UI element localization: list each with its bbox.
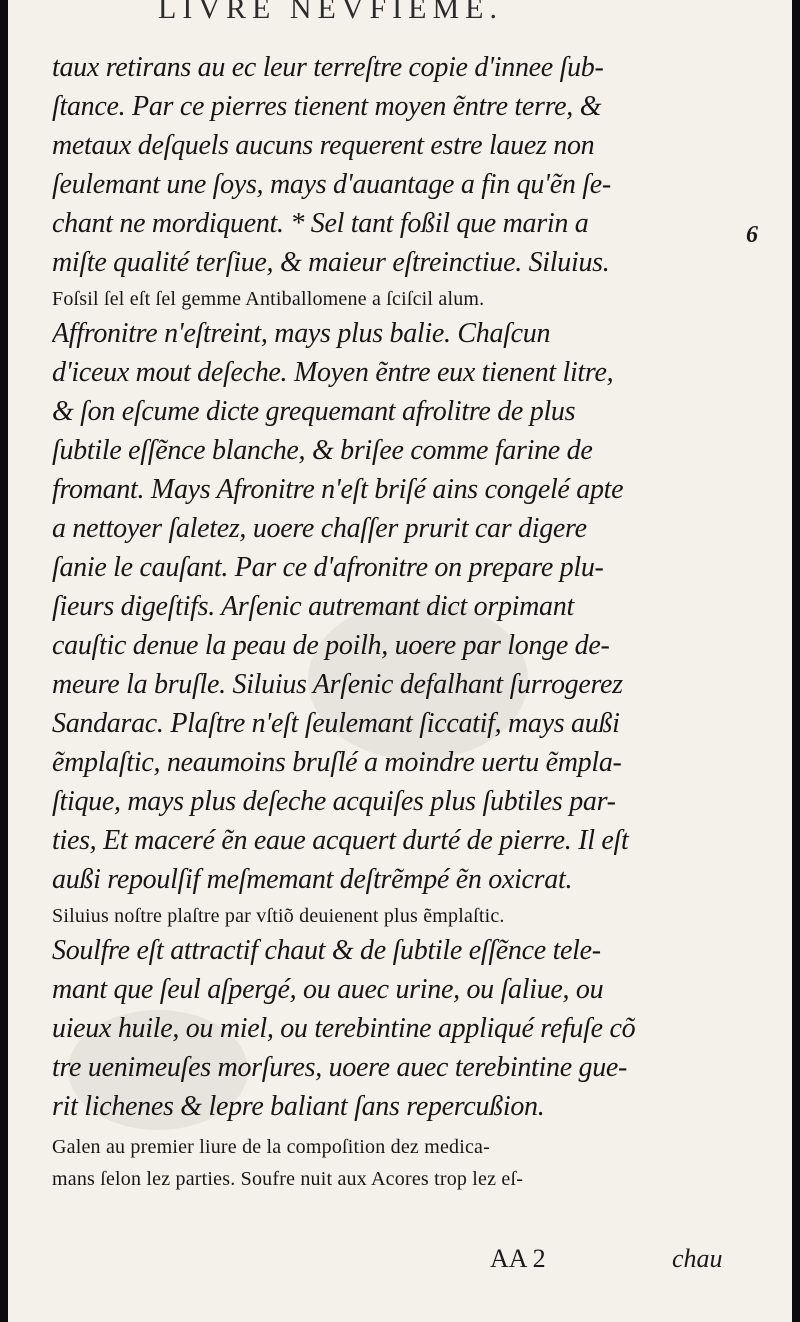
text-line: cauſtic denue la peau de poilh, uoere par longe de- xyxy=(52,630,610,661)
text-line: tre uenimeuſes morſures, uoere auec terebintine gue- xyxy=(52,1052,628,1083)
paper-stain xyxy=(68,1010,248,1130)
text-line: & ſon eſcume dicte grequemant afrolitre de plus xyxy=(52,396,576,427)
margin-number: 6 xyxy=(746,222,758,248)
text-line: außi repoulſif meſmemant deſtrẽmpé ẽn oxicrat. xyxy=(52,864,573,895)
text-line: chant ne mordiquent. * Sel tant foßil que marin a xyxy=(52,208,589,239)
paper-stain xyxy=(308,600,528,760)
text-line: Soulfre eſt attractif chaut & de ſubtile eſſẽnce tele- xyxy=(52,935,601,966)
text-line: Sandarac. Plaſtre n'eſt ſeulemant ſiccatif, mays außi xyxy=(52,708,620,739)
signature-mark: AA 2 xyxy=(490,1244,546,1273)
text-line: taux retirans au ec leur terreſtre copie d'innee ſub- xyxy=(52,52,604,83)
text-line: meure la bruſle. Siluius Arſenic defalhant ſurrogerez xyxy=(52,669,623,700)
text-line: ſieurs digeſtifs. Arſenic autremant dict orpimant xyxy=(52,591,574,622)
text-line: ſtique, mays plus deſeche acquiſes plus ſubtiles par- xyxy=(52,786,616,817)
text-line: rit lichenes & lepre baliant ſans repercußion. xyxy=(52,1091,545,1122)
book-page xyxy=(8,0,792,1322)
sidenote-line: mans ſelon lez parties. Soufre nuit aux Acores trop lez eſ- xyxy=(52,1168,524,1190)
catchword: chau xyxy=(672,1244,723,1273)
text-line: ties, Et maceré ẽn eaue acquert durté de pierre. Il eſt xyxy=(52,825,629,856)
text-line: a nettoyer ſaletez, uoere chaſſer prurit car digere xyxy=(52,513,587,544)
text-line: ſanie le cauſant. Par ce d'afronitre on prepare plu- xyxy=(52,552,604,583)
text-line: fromant. Mays Afronitre n'eſt briſé ains congelé apte xyxy=(52,474,624,505)
text-line: ſeulemant une ſoys, mays d'auantage a fin qu'ẽn ſe- xyxy=(52,169,611,200)
text-line: ẽmplaſtic, neaumoins bruſlé a moindre uertu ẽmpla- xyxy=(52,747,622,778)
text-line: d'iceux mout deſeche. Moyen ẽntre eux tienent litre, xyxy=(52,357,614,388)
text-line: ſtance. Par ce pierres tienent moyen ẽntre terre, & xyxy=(52,91,602,122)
sidenote-line: Foſsil ſel eſt ſel gemme Antiballomene a ſciſcil alum. xyxy=(52,288,485,310)
text-line: uieux huile, ou miel, ou terebintine appliqué refuſe cõ xyxy=(52,1013,636,1044)
sidenote-line: Siluius noſtre plaſtre par vſtiõ deuienent plus ẽmplaſtic. xyxy=(52,905,505,927)
running-header: LIVRE NEVFIEME. xyxy=(158,0,503,24)
text-line: mant que ſeul aſpergé, ou auec urine, ou ſaliue, ou xyxy=(52,974,604,1005)
sidenote-line: Galen au premier liure de la compoſition dez medica- xyxy=(52,1136,490,1158)
text-line: metaux deſquels aucuns requerent estre lauez non xyxy=(52,130,595,161)
text-line: miſte qualité terſiue, & maieur eſtreinctiue. Siluius. xyxy=(52,247,610,278)
text-line: Affronitre n'eſtreint, mays plus balie. Chaſcun xyxy=(52,318,551,349)
text-line: ſubtile eſſẽnce blanche, & briſee comme farine de xyxy=(52,435,593,466)
